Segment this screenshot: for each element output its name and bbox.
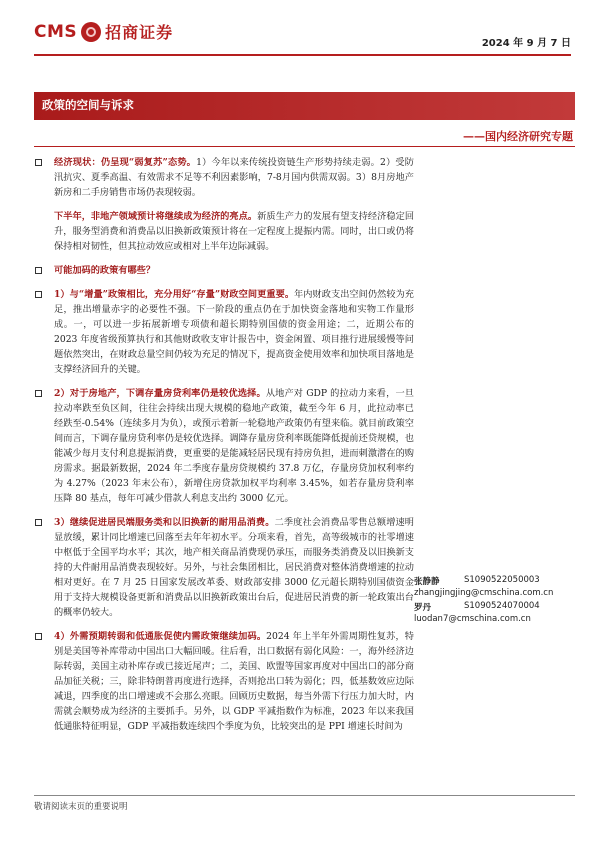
logo-text-en: CMS (34, 21, 78, 42)
policy-question (54, 263, 414, 278)
analyst-info (414, 575, 553, 627)
policy-paragraph (54, 515, 414, 620)
summary-text: 新质生产力的发展有望支持经济稳定回升，服务型消费和消费品以旧换新政策预计将在一定程度上提振内需。同时，出口或仍将保持相对韧性，但其拉动效应或相对上半年边际减弱。 (54, 211, 415, 252)
policy-question-lead: 可能加码的政策有哪些？ (54, 265, 156, 276)
title-bar (34, 92, 575, 120)
policy-question-item (34, 263, 575, 278)
report-subtitle: ——国内经济研究专题 (463, 130, 573, 143)
policy-text: 年内财政支出空间仍然较为充足，推出增量赤字的必要性不强。下一阶段的重点仍在于加快资金落地和实物工作量形成。一，可以进一步拓展新增专项债和超长期特别国债的资金用途；二，近期公布的 2023 年度省级预算执行和其他财政收支审计报告中，资金闲置、项目推行进展缓慢等问题依然突出，在财政总量空间仍较为充足的情况下，提高资金使用效率和加快项目落地是支撑经济回升的关键。 (54, 289, 414, 375)
subtitle-divider (34, 146, 575, 147)
company-logo (34, 20, 173, 43)
bullet-square-icon (34, 155, 54, 200)
analyst-id: S1090522050003 (464, 575, 540, 585)
analyst-email[interactable]: zhangjingjing@cmschina.com.cn (414, 588, 554, 598)
bullet-square-icon (34, 263, 54, 278)
bullet-square-icon (34, 629, 54, 734)
policy-lead: 1）与“增量”政策相比，充分用好“存量”财政空间更重要。 (54, 289, 295, 300)
policy-text: 2024 年上半年外需周期性复苏，特别是美国等补库带动中国出口大幅回暖。往后看，出口数据有弱化风险：一，海外经济边际转弱，美国主动补库存或已接近尾声；二，美国、欧盟等国家再度对中国出口的部分商品加征关税；三，除非特朗普再度进行选择，否则抢出口转为弱化；四，低基数效应边际减退，四季度的出口增速或不会那么亮眼。回顾历史数据，每当外需下行压力加大时，内需就会顺势成为经济的主要抓手。另外，以 GDP 平减指数作为标准，2023 年以来我国低通胀特征明显，GDP 平减指数连续四个季度为负，比较突出的是 PPI 增速长时间为 (54, 631, 414, 732)
policy-item-demand (34, 629, 575, 734)
analyst-name: 罗丹 (414, 603, 432, 613)
policy-paragraph (54, 287, 414, 377)
logo-mark-icon (81, 22, 101, 42)
policy-lead: 2）对于房地产，下调存量房贷利率仍是较优选择。 (54, 388, 266, 399)
report-title: 政策的空间与诉求 (42, 98, 134, 112)
policy-lead: 4）外需预期转弱和低通胀促使内需政策继续加码。 (54, 631, 267, 642)
analyst-email-row (414, 588, 553, 601)
bullet-square-icon (34, 515, 54, 620)
header-divider (34, 54, 571, 56)
analyst-id: S1090524070004 (464, 601, 540, 611)
policy-item-fiscal (34, 287, 575, 377)
analyst-email[interactable]: luodan7@cmschina.com.cn (414, 614, 531, 624)
summary-lead: 经济现状：仍呈现“弱复苏”态势。 (54, 157, 197, 168)
report-body (34, 155, 575, 743)
summary-paragraph (54, 209, 414, 254)
footer-divider (34, 795, 575, 796)
summary-paragraph (54, 155, 414, 200)
footer-disclaimer: 敬请阅读末页的重要说明 (34, 802, 128, 812)
policy-paragraph (54, 386, 414, 506)
report-date: 2024 年 9 月 7 日 (481, 38, 571, 49)
summary-text: 1）今年以来传统投资链生产形势持续走弱。2）受防汛抗灾、夏季高温、有效需求不足等不利因素影响，7-8月国内供需双弱。3）8月房地产新房和二手房销售市场仍表现较弱。 (54, 157, 414, 198)
analyst-email-row (414, 614, 553, 627)
policy-text: 二季度社会消费品零售总额增速明显放缓，累计同比增速已回落至去年年初水平。分项来看，首先，高等级城市的社零增速中枢低于全国平均水平；其次，地产相关商品消费现仍承压，而服务类消费及以旧换新支持的大件耐用品消费表现较好。另外，与社会集团相比，居民消费对整体消费增速的拉动相对更好。在 7 月 25 日国家发展改革委、财政部安排 3000 亿元超长期特别国债资金用于支持大规模设备更新和消费品以旧换新政策出台后，促进居民消费的新一轮政策出台的概率仍较大。 (54, 517, 414, 618)
policy-item-property (34, 386, 575, 506)
policy-text: 从地产对 GDP 的拉动力来看，一旦拉动率跌至负区间，往往会持续出现大规模的稳地产政策，截至今年 6 月，此拉动率已经跌至-0.54%（连续多月为负），或预示着新一轮稳地产政策仍有望来临。就目前政策空间而言，下调存量房贷利率仍是较优选择。调降存量房贷利率既能降低提前还贷规模，也能减少每月支付利息提振消费，更重要的是能减轻居民现有持房负担，进而刺激潜在的购房需求。据最新数据，2024 年二季度存量房贷规模约 37.8 万亿，存量房贷加权利率约为 4.27%（2023 年末公布），新增住房贷款加权平均利率 3.45%，如若存量房贷利率压降 80 基点，每年可减少借款人利息支出约 3000 亿元。 (54, 388, 414, 504)
summary-item (34, 155, 575, 200)
bullet-square-icon (34, 386, 54, 506)
analyst-name: 张静静 (414, 577, 440, 587)
analyst-row (414, 601, 553, 614)
summary-lead: 下半年，非地产领域预计将继续成为经济的亮点。 (54, 211, 258, 222)
summary-block (34, 209, 575, 254)
analyst-row (414, 575, 553, 588)
bullet-square-icon (34, 287, 54, 377)
logo-text-cn: 招商证券 (105, 23, 174, 42)
policy-lead: 3）继续促进居民端服务类和以旧换新的耐用品消费。 (54, 517, 275, 528)
policy-paragraph (54, 629, 414, 734)
